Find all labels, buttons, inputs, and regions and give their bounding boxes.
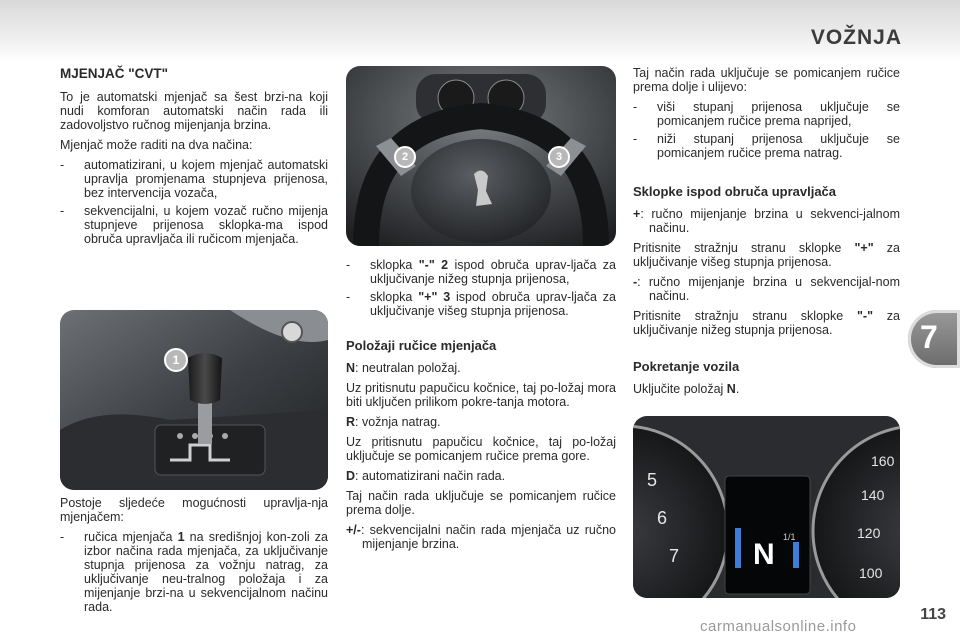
- shift-intro: Taj način rada uključuje se pomicanjem ručice prema dolje i ulijevo:: [633, 66, 900, 94]
- section-heading-paddles: Sklopke ispod obruča upravljača: [633, 184, 837, 199]
- section-heading-start: Pokretanje vozila: [633, 359, 740, 374]
- watermark: carmanualsonline.info: [700, 618, 857, 635]
- position-r-note: Uz pritisnutu papučicu kočnice, taj po-ložaj uključuje se pomicanjem ručice prema gore.: [346, 435, 616, 463]
- plus-line: +: ručno mijenjanje brzina u sekvenci-jalnom načinu.: [633, 207, 900, 235]
- position-n: N: neutralan položaj.: [346, 361, 461, 375]
- callout-2: 2: [394, 146, 416, 168]
- instrument-cluster-photo: [633, 416, 900, 598]
- tick-label: 7: [669, 546, 680, 566]
- section-heading-positions: Položaji ručice mjenjača: [346, 338, 497, 353]
- tick-label: 100: [859, 565, 883, 581]
- list-item: - viši stupanj prijenosa uključuje se pomicanjem ručice prema naprijed,: [633, 100, 900, 128]
- page-number: 113: [920, 606, 946, 623]
- start-line: Uključite položaj N.: [633, 382, 740, 396]
- column-middle: [346, 258, 616, 557]
- modes-list: [60, 158, 328, 246]
- control-intro: Postoje sljedeće mogućnosti upravlja-nja mjenjačem:: [60, 496, 328, 524]
- position-n-note: Uz pritisnutu papučicu kočnice, taj po-ložaj mora biti uključen prilikom pokre-tanja motora.: [346, 381, 616, 409]
- position-seq: +/-: sekvencijalni način rada mjenjača uz ručno mijenjanje brzina.: [346, 523, 616, 551]
- list-item: - sekvencijalni, u kojem vozač ručno mijenja stupnjeve prijenosa sklopka-ma ispod obruča upravljača ili ručicom mjenjača.: [60, 204, 328, 246]
- position-r: R: vožnja natrag.: [346, 415, 441, 429]
- gear-indicator: N: [753, 538, 775, 571]
- display-small-text: 1/1: [783, 532, 796, 542]
- paddle-list: [346, 258, 616, 318]
- gear-lever-photo: [60, 310, 328, 490]
- intro-paragraph: To je automatski mjenjač sa šest brzi-na koji nudi komforan automatski način rada ili zadovoljstvo ručnog mijenjanja brzina.: [60, 90, 328, 132]
- callout-1: 1: [164, 348, 188, 372]
- list-item: - ručica mjenjača 1 na središnjoj kon-zoli za izbor načina rada mjenjača, za uključivanje stupnja prijenosa za vožnju natrag, za uključivanje neu-tralnog položaja i za mijenjanje brzi-na u sekvencijalnom načinu rada.: [60, 530, 328, 614]
- tick-label: 160: [871, 453, 895, 469]
- chapter-number: 7: [920, 319, 938, 355]
- chapter-tab[interactable]: [908, 310, 960, 368]
- chapter-title: VOŽNJA: [810, 26, 902, 49]
- section-heading-cvt: MJENJAČ "CVT": [60, 66, 169, 81]
- modes-intro: Mjenjač može raditi na dva načina:: [60, 138, 253, 152]
- tick-label: 140: [861, 487, 885, 503]
- plus-note: Pritisnite stražnju stranu sklopke "+" za uključivanje višeg stupnja prijenosa.: [633, 241, 900, 269]
- minus-note: Pritisnite stražnju stranu sklopke "-" za uključivanje nižeg stupnja prijenosa.: [633, 309, 900, 337]
- tick-label: 6: [657, 508, 668, 528]
- list-item: - niži stupanj prijenosa uključuje se pomicanjem ručice prema natrag.: [633, 132, 900, 160]
- shift-list: [633, 100, 900, 160]
- callout-3: 3: [548, 146, 570, 168]
- tick-label: 120: [857, 525, 881, 541]
- control-list: [60, 530, 328, 614]
- column-left: [60, 66, 328, 252]
- position-d-note: Taj način rada uključuje se pomicanjem ručice prema dolje.: [346, 489, 616, 517]
- column-left-bottom: [60, 496, 328, 620]
- steering-wheel-photo: [346, 66, 616, 246]
- position-d: D: automatizirani način rada.: [346, 469, 506, 483]
- tick-label: 5: [647, 470, 658, 490]
- column-right: [633, 66, 900, 402]
- list-item: - sklopka "+" 3 ispod obruča uprav-ljača za uključivanje višeg stupnja prijenosa.: [346, 290, 616, 318]
- list-item: - automatizirani, u kojem mjenjač automatski upravlja promjenama stupnjeva prijenosa, bez intervencija vozača,: [60, 158, 328, 200]
- minus-line: -: ručno mijenjanje brzina u sekvencijal-nom načinu.: [633, 275, 900, 303]
- list-item: - sklopka "-" 2 ispod obruča uprav-ljača za uključivanje nižeg stupnja prijenosa,: [346, 258, 616, 286]
